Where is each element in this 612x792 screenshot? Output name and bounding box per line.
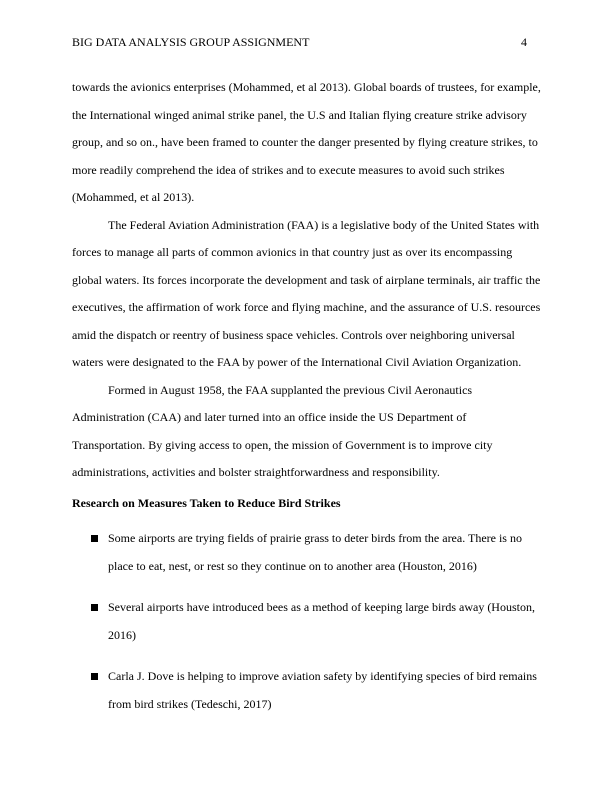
bullet-list xyxy=(72,525,541,718)
body-paragraph: towards the avionics enterprises (Mohammed, et al 2013). Global boards of trustees, for example, the International winged animal strike panel, the U.S and Italian flying creature strike advisory group, and so on., have been framed to counter the danger presented by flying creature strikes, to more readily comprehend the idea of strikes and to execute measures to avoid such strikes (Mohammed, et al 2013). xyxy=(72,80,541,204)
list-item-text: Several airports have introduced bees as a method of keeping large birds away (Houston, 2016) xyxy=(108,600,535,642)
list-item xyxy=(72,663,541,718)
body-paragraph: The Federal Aviation Administration (FAA) is a legislative body of the United States with forces to manage all parts of common avionics in that country just as over its encompassing global waters. Its forces incorporate the development and task of airplane terminals, air traffic the executives, the affirmation of work force and flying machine, and the assurance of U.S. resources amid the dispatch or reentry of business space vehicles. Controls over neighboring universal waters were designated to the FAA by power of the International Civil Aviation Organization. xyxy=(72,217,541,369)
list-item-text: Carla J. Dove is helping to improve aviation safety by identifying species of bird remains from bird strikes (Tedeschi, 2017) xyxy=(108,669,537,711)
list-item xyxy=(72,594,541,649)
section-heading: Research on Measures Taken to Reduce Bird Strikes xyxy=(72,495,341,510)
body-paragraph: Formed in August 1958, the FAA supplanted the previous Civil Aeronautics Administration (CAA) and later turned into an office inside the US Department of Transportation. By giving access to open, the mission of Government is to improve city administrations, activities and bolster straightforwardness and responsibility. xyxy=(72,382,493,479)
document-body xyxy=(72,74,541,732)
square-bullet-icon xyxy=(91,535,98,542)
square-bullet-icon xyxy=(91,673,98,680)
list-item xyxy=(72,525,541,580)
page-number: 4 xyxy=(521,35,527,49)
running-head: BIG DATA ANALYSIS GROUP ASSIGNMENT xyxy=(72,35,310,49)
square-bullet-icon xyxy=(91,604,98,611)
list-item-text: Some airports are trying fields of prairie grass to deter birds from the area. There is no place to eat, nest, or rest so they continue on to another area (Houston, 2016) xyxy=(108,531,522,573)
